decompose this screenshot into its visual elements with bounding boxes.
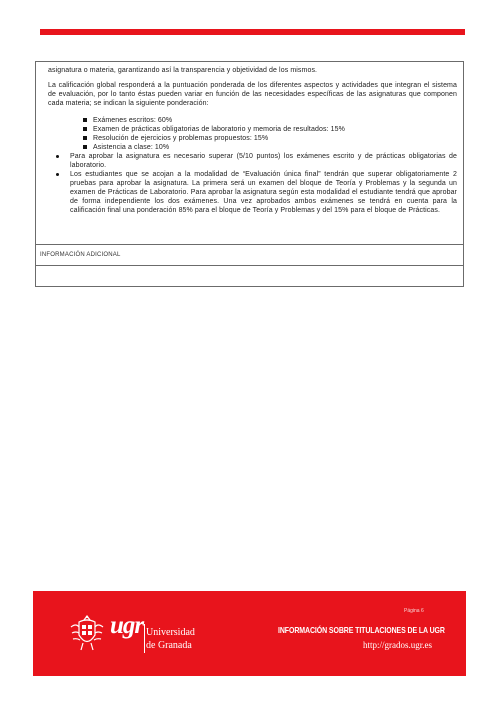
footer-url-link[interactable]: http://grados.ugr.es bbox=[363, 640, 432, 650]
header-red-bar bbox=[40, 29, 465, 35]
ugr-logo: ugr bbox=[110, 612, 144, 639]
requirement-item: Los estudiantes que se acojan a la modalidad de “Evaluación única final” tendrán que superar obligatoriamente 2 pruebas para aprobar la asignatura. La primera será un examen del bloque de Teoría y Problemas y la segunda un examen de Prácticas de Laboratorio. Para aprobar la asignatura según esta modalidad el estudiante tendrá que aprobar de forma independiente los dos exámenes. Una vez aprobados ambos exámenes se tendrá en cuenta para la calificación final una ponderación 85% para el bloque de Teoría y Problemas y del 15% para el bloque de Prácticas. bbox=[70, 171, 457, 214]
footer-title: INFORMACIÓN SOBRE TITULACIONES DE LA UGR bbox=[278, 627, 445, 636]
ponderacion-list bbox=[48, 116, 457, 152]
evaluation-section-body bbox=[36, 62, 463, 245]
ponderacion-item: Examen de prácticas obligatorias de laboratorio y memoria de resultados: 15% bbox=[93, 125, 457, 134]
additional-info-body bbox=[36, 266, 463, 287]
ponderacion-item: Asistencia a clase: 10% bbox=[93, 143, 457, 152]
university-name-line1: Universidad bbox=[146, 627, 195, 638]
requirements-list bbox=[48, 152, 457, 215]
ponderacion-item: Resolución de ejercicios y problemas propuestos: 15% bbox=[93, 134, 457, 143]
page-number: Página 6 bbox=[404, 608, 424, 614]
university-name-line2: de Granada bbox=[146, 640, 192, 651]
ponderacion-item: Exámenes escritos: 60% bbox=[93, 116, 457, 125]
evaluation-table bbox=[35, 61, 464, 287]
intro-line: asignatura o materia, garantizando así la transparencia y objetividad de los mismos. bbox=[48, 67, 318, 74]
requirement-item: Para aprobar la asignatura es necesario superar (5/10 puntos) los exámenes escrito y de prácticas obligatorias de laboratorio. bbox=[70, 153, 457, 169]
calificacion-paragraph: La calificación global responderá a la puntuación ponderada de los diferentes aspectos y actividades que integran el sistema de evaluación, por lo tanto éstas pueden variar en función de las necesidades específicas de las asignaturas que componen cada materia; se indican la siguiente ponderación: bbox=[48, 82, 457, 107]
university-seal-icon bbox=[68, 613, 106, 653]
logo-divider bbox=[144, 624, 145, 653]
additional-info-header: INFORMACIÓN ADICIONAL bbox=[36, 245, 463, 266]
footer-banner bbox=[33, 591, 466, 676]
